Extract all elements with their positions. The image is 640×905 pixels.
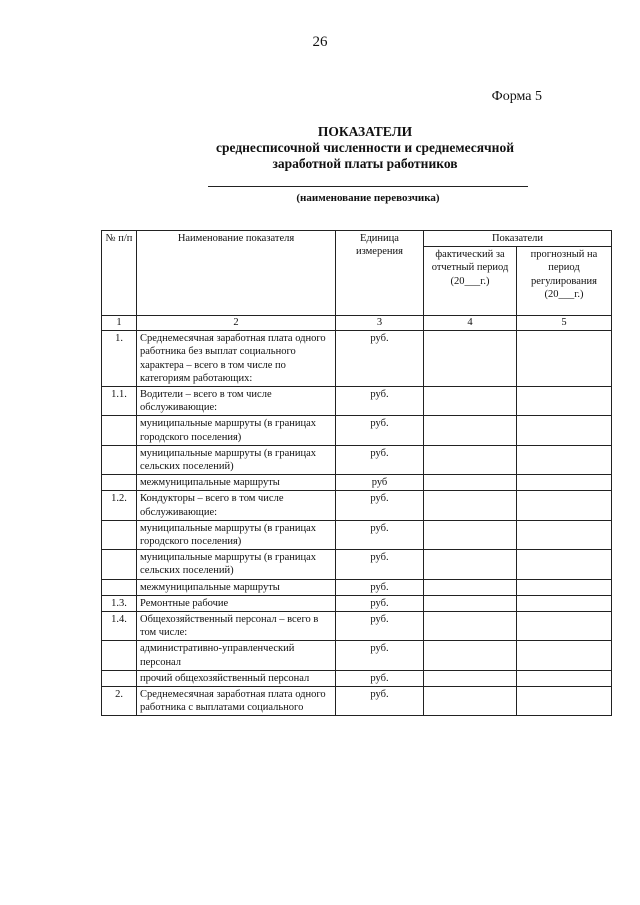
unit-cell: руб. bbox=[336, 331, 424, 387]
row-number-cell bbox=[102, 641, 137, 670]
forecast-value-cell[interactable] bbox=[517, 491, 612, 520]
indicator-name-cell: прочий общехозяйственный персонал bbox=[137, 670, 336, 686]
indicator-name-cell: Общехозяйственный персонал – всего в том числе: bbox=[137, 612, 336, 641]
row-number-cell bbox=[102, 416, 137, 445]
row-number-cell bbox=[102, 520, 137, 549]
indicator-name-cell: межмуниципальные маршруты bbox=[137, 475, 336, 491]
row-number-cell bbox=[102, 579, 137, 595]
table-row bbox=[102, 387, 612, 416]
indicator-name-cell: межмуниципальные маршруты bbox=[137, 579, 336, 595]
actual-value-cell[interactable] bbox=[424, 387, 517, 416]
indicator-name-cell: Кондукторы – всего в том числе обслуживающие: bbox=[137, 491, 336, 520]
forecast-value-cell[interactable] bbox=[517, 670, 612, 686]
header-indicators: Показатели bbox=[424, 231, 612, 247]
table-row bbox=[102, 416, 612, 445]
table-row bbox=[102, 475, 612, 491]
row-number-cell: 1.3. bbox=[102, 595, 137, 611]
row-number-cell: 1.2. bbox=[102, 491, 137, 520]
header-num: № п/п bbox=[102, 231, 137, 316]
carrier-caption: (наименование перевозчика) bbox=[296, 192, 440, 204]
indicators-table bbox=[101, 230, 612, 716]
actual-value-cell[interactable] bbox=[424, 641, 517, 670]
unit-cell: руб. bbox=[336, 687, 424, 716]
actual-value-cell[interactable] bbox=[424, 445, 517, 474]
unit-cell: руб. bbox=[336, 641, 424, 670]
table-row bbox=[102, 331, 612, 387]
document-title bbox=[160, 124, 570, 172]
indicator-name-cell: муниципальные маршруты (в границах сельских поселений) bbox=[137, 445, 336, 474]
actual-value-cell[interactable] bbox=[424, 595, 517, 611]
unit-cell: руб. bbox=[336, 491, 424, 520]
table-row bbox=[102, 641, 612, 670]
unit-cell: руб bbox=[336, 475, 424, 491]
forecast-value-cell[interactable] bbox=[517, 445, 612, 474]
row-number-cell bbox=[102, 670, 137, 686]
forecast-value-cell[interactable] bbox=[517, 612, 612, 641]
actual-value-cell[interactable] bbox=[424, 520, 517, 549]
row-number-cell bbox=[102, 445, 137, 474]
table-row bbox=[102, 491, 612, 520]
forecast-value-cell[interactable] bbox=[517, 550, 612, 579]
form-label: Форма 5 bbox=[491, 89, 542, 104]
table-row bbox=[102, 445, 612, 474]
forecast-value-cell[interactable] bbox=[517, 641, 612, 670]
index-cell: 4 bbox=[424, 316, 517, 331]
table-row bbox=[102, 520, 612, 549]
forecast-value-cell[interactable] bbox=[517, 520, 612, 549]
index-cell: 2 bbox=[137, 316, 336, 331]
indicator-name-cell: муниципальные маршруты (в границах сельских поселений) bbox=[137, 550, 336, 579]
forecast-value-cell[interactable] bbox=[517, 475, 612, 491]
row-number-cell: 1.1. bbox=[102, 387, 137, 416]
unit-cell: руб. bbox=[336, 520, 424, 549]
header-forecast: прогнозный на период регулирования (20___г.) bbox=[517, 247, 612, 316]
table-row bbox=[102, 670, 612, 686]
actual-value-cell[interactable] bbox=[424, 475, 517, 491]
table-row bbox=[102, 687, 612, 716]
indicator-name-cell: Водители – всего в том числе обслуживающие: bbox=[137, 387, 336, 416]
header-unit: Единица измерения bbox=[336, 231, 424, 316]
indicator-name-cell: муниципальные маршруты (в границах городского поселения) bbox=[137, 416, 336, 445]
actual-value-cell[interactable] bbox=[424, 550, 517, 579]
actual-value-cell[interactable] bbox=[424, 491, 517, 520]
unit-cell: руб. bbox=[336, 612, 424, 641]
page-number: 26 bbox=[312, 34, 328, 50]
forecast-value-cell[interactable] bbox=[517, 687, 612, 716]
actual-value-cell[interactable] bbox=[424, 612, 517, 641]
header-actual: фактический за отчетный период (20___г.) bbox=[424, 247, 517, 316]
actual-value-cell[interactable] bbox=[424, 670, 517, 686]
unit-cell: руб. bbox=[336, 595, 424, 611]
unit-cell: руб. bbox=[336, 670, 424, 686]
table-row bbox=[102, 612, 612, 641]
index-cell: 5 bbox=[517, 316, 612, 331]
actual-value-cell[interactable] bbox=[424, 416, 517, 445]
forecast-value-cell[interactable] bbox=[517, 579, 612, 595]
table-row bbox=[102, 595, 612, 611]
index-cell: 3 bbox=[336, 316, 424, 331]
unit-cell: руб. bbox=[336, 387, 424, 416]
indicator-name-cell: административно-управленческий персонал bbox=[137, 641, 336, 670]
unit-cell: руб. bbox=[336, 579, 424, 595]
actual-value-cell[interactable] bbox=[424, 579, 517, 595]
row-number-cell bbox=[102, 475, 137, 491]
forecast-value-cell[interactable] bbox=[517, 416, 612, 445]
table-row bbox=[102, 550, 612, 579]
row-number-cell bbox=[102, 550, 137, 579]
row-number-cell: 1. bbox=[102, 331, 137, 387]
unit-cell: руб. bbox=[336, 445, 424, 474]
row-number-cell: 2. bbox=[102, 687, 137, 716]
indicator-name-cell: Среднемесячная заработная плата одного работника с выплатами социального bbox=[137, 687, 336, 716]
indicator-name-cell: Ремонтные рабочие bbox=[137, 595, 336, 611]
indicator-name-cell: Среднемесячная заработная плата одного работника без выплат социального характера – всего в том числе по категориям работающих: bbox=[137, 331, 336, 387]
table-row bbox=[102, 579, 612, 595]
unit-cell: руб. bbox=[336, 550, 424, 579]
row-number-cell: 1.4. bbox=[102, 612, 137, 641]
title-line: заработной платы работников bbox=[272, 156, 458, 171]
title-line: среднесписочной численности и среднемесячной bbox=[216, 140, 514, 155]
forecast-value-cell[interactable] bbox=[517, 387, 612, 416]
actual-value-cell[interactable] bbox=[424, 331, 517, 387]
forecast-value-cell[interactable] bbox=[517, 331, 612, 387]
actual-value-cell[interactable] bbox=[424, 687, 517, 716]
title-line: ПОКАЗАТЕЛИ bbox=[317, 124, 413, 139]
index-cell: 1 bbox=[102, 316, 137, 331]
indicator-name-cell: муниципальные маршруты (в границах городского поселения) bbox=[137, 520, 336, 549]
unit-cell: руб. bbox=[336, 416, 424, 445]
forecast-value-cell[interactable] bbox=[517, 595, 612, 611]
header-name: Наименование показателя bbox=[137, 231, 336, 316]
carrier-name-line bbox=[208, 186, 528, 187]
